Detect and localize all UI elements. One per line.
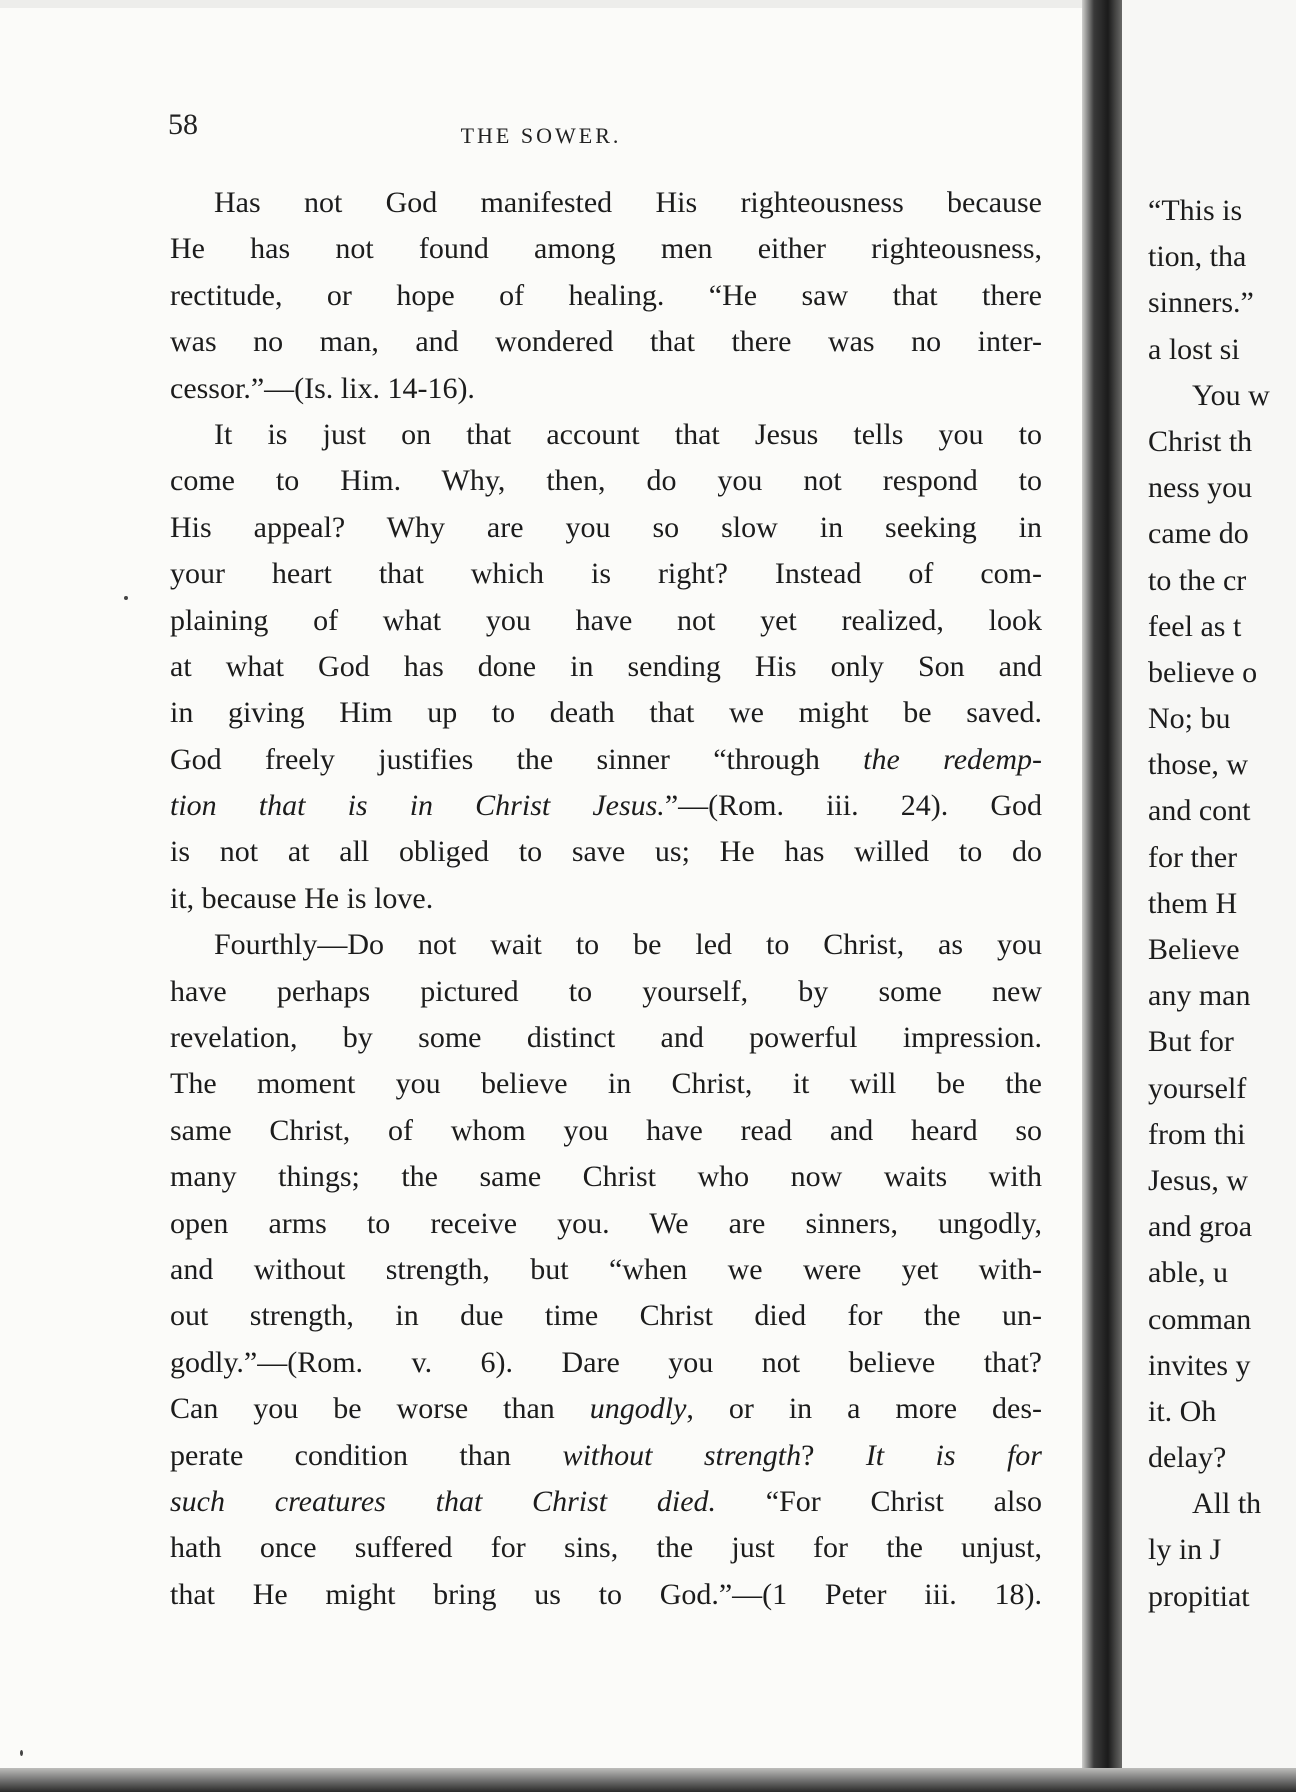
text-line (170, 598, 1042, 644)
text-line (170, 969, 1042, 1015)
text-run: at what God has done in sending His only Son and (170, 649, 1042, 683)
text-run: propitiat (1148, 1579, 1250, 1613)
text-run: “For Christ also (716, 1484, 1042, 1518)
text-line (1148, 1435, 1296, 1481)
text-line (170, 226, 1042, 272)
text-run: ly in J (1148, 1533, 1222, 1567)
text-run: ? (801, 1438, 866, 1472)
text-line (170, 876, 1042, 922)
text-run: and without strength, but “when we were yet with- (170, 1252, 1042, 1286)
page-number: 58 (168, 108, 198, 141)
text-run: But for (1148, 1025, 1234, 1059)
italic-text: tion that is in Christ Jesus. (170, 789, 665, 823)
text-run: comman (1148, 1302, 1252, 1336)
text-line (170, 273, 1042, 319)
text-line (1148, 1343, 1296, 1389)
text-run: same Christ, of whom you have read and heard so (170, 1113, 1042, 1147)
text-line (170, 366, 1042, 412)
text-run: have perhaps pictured to yourself, by some new (170, 974, 1042, 1008)
text-line (170, 1479, 1042, 1525)
text-run: It is just on that account that Jesus tells you to (214, 417, 1042, 451)
text-run: many things; the same Christ who now waits with (170, 1160, 1042, 1194)
text-run: ”—(Rom. iii. 24). God (664, 789, 1042, 823)
text-run: Can you be worse than (170, 1392, 590, 1426)
text-run: able, u (1148, 1256, 1228, 1290)
text-line (1148, 973, 1296, 1019)
text-line (170, 1061, 1042, 1107)
text-line (170, 644, 1042, 690)
text-run: open arms to receive you. We are sinners, ungodly, (170, 1206, 1042, 1240)
text-line (1148, 1481, 1296, 1527)
text-line (1148, 1389, 1296, 1435)
text-run: to the cr (1148, 563, 1247, 597)
text-run: a lost si (1148, 332, 1240, 366)
text-run: The moment you believe in Christ, it will be the (170, 1067, 1042, 1101)
italic-text: the redemp- (863, 742, 1042, 776)
text-run: come to Him. Why, then, do you not respond to (170, 464, 1042, 498)
text-line (1148, 881, 1296, 927)
text-run: Christ th (1148, 424, 1253, 458)
text-run: invites y (1148, 1348, 1251, 1382)
scan-bottom-edge (0, 1768, 1296, 1792)
text-line (170, 1386, 1042, 1432)
text-line (1148, 373, 1296, 419)
text-line (1148, 188, 1296, 234)
text-run: Believe (1148, 933, 1240, 966)
text-run: came do (1148, 517, 1249, 551)
text-line (1148, 1112, 1296, 1158)
text-line (170, 458, 1042, 504)
text-line (170, 737, 1042, 783)
text-run: plaining of what you have not yet realized, look (170, 603, 1042, 637)
text-line (1148, 1204, 1296, 1250)
text-run: is not at all obliged to save us; He has willed to do (170, 835, 1042, 869)
text-line (170, 1525, 1042, 1571)
text-line (1148, 465, 1296, 511)
text-line (170, 1433, 1042, 1479)
text-line (170, 1293, 1042, 1339)
text-line (1148, 1019, 1296, 1065)
text-run: God freely justifies the sinner “through (170, 742, 864, 776)
text-run: your heart that which is right? Instead of com- (170, 557, 1042, 591)
text-run: Fourthly—Do not wait to be led to Christ, as you (214, 928, 1042, 962)
text-line (1148, 696, 1296, 742)
text-run: and groa (1148, 1210, 1253, 1244)
text-line (170, 829, 1042, 875)
italic-text: It is for (865, 1438, 1042, 1472)
text-run: in giving Him up to death that we might be saved. (170, 696, 1042, 730)
text-run: ness you (1148, 471, 1253, 505)
text-line (1148, 234, 1296, 280)
text-run: it, because He is love. (170, 881, 434, 915)
text-run: yourself (1148, 1071, 1247, 1105)
text-line (170, 922, 1042, 968)
text-run: those, w (1148, 748, 1248, 782)
text-run: He has not found among men either righteousness, (170, 232, 1042, 266)
text-run: perate condition than (170, 1438, 563, 1472)
text-line (1148, 1066, 1296, 1112)
text-line (170, 1108, 1042, 1154)
italic-text: such creatures that Christ died. (170, 1484, 717, 1518)
text-run: Jesus, w (1148, 1163, 1249, 1197)
text-run: All th (1192, 1487, 1262, 1521)
text-run: cessor.”—(Is. lix. 14-16). (170, 371, 475, 405)
text-run: revelation, by some distinct and powerful impression. (170, 1021, 1042, 1055)
text-line (170, 505, 1042, 551)
text-line (1148, 558, 1296, 604)
text-line (1148, 650, 1296, 696)
text-line (170, 1340, 1042, 1386)
book-gutter-shadow (1082, 0, 1122, 1792)
text-line (170, 1015, 1042, 1061)
text-run: delay? (1148, 1441, 1227, 1475)
text-run: godly.”—(Rom. v. 6). Dare you not believe that? (170, 1345, 1042, 1379)
text-line (170, 180, 1042, 226)
text-run: any man (1148, 979, 1251, 1013)
text-line (1148, 327, 1296, 373)
text-run: tion, tha (1148, 240, 1247, 274)
text-run: rectitude, or hope of healing. “He saw that there (170, 278, 1042, 312)
left-page (0, 8, 1082, 1768)
text-run: from thi (1148, 1117, 1246, 1151)
text-run: “This is (1148, 194, 1243, 227)
text-run: was no man, and wondered that there was no inter- (170, 325, 1042, 359)
text-line (1148, 835, 1296, 881)
text-line (170, 551, 1042, 597)
text-run: for ther (1148, 840, 1238, 874)
text-line (170, 1247, 1042, 1293)
text-run: You w (1192, 378, 1270, 412)
text-run: and cont (1148, 794, 1251, 828)
text-line (1148, 788, 1296, 834)
text-run: believe o (1148, 655, 1258, 689)
text-run: hath once suffered for sins, the just for the unjust, (170, 1531, 1042, 1565)
text-run: Has not God manifested His righteousness because (214, 186, 1042, 219)
text-run: that He might bring us to God.”—(1 Peter iii. 18). (170, 1577, 1042, 1611)
text-line (1148, 742, 1296, 788)
right-page-body-text (1148, 188, 1296, 1620)
italic-text: without strength (562, 1438, 802, 1472)
text-line (1148, 419, 1296, 465)
text-run: sinners.” (1148, 286, 1254, 320)
text-line (1148, 280, 1296, 326)
dust-speck (20, 1750, 23, 1756)
text-line (1148, 604, 1296, 650)
text-run: His appeal? Why are you so slow in seeking in (170, 510, 1042, 544)
text-run: , or in a more des- (686, 1392, 1043, 1426)
text-line (170, 319, 1042, 365)
text-line (1148, 1527, 1296, 1573)
text-line (170, 1201, 1042, 1247)
text-line (1148, 1250, 1296, 1296)
text-line (1148, 1158, 1296, 1204)
text-line (1148, 1574, 1296, 1620)
text-line (170, 690, 1042, 736)
italic-text: ungodly (589, 1392, 687, 1426)
left-page-body-text (170, 180, 1042, 1618)
text-run: out strength, in due time Christ died for the un- (170, 1299, 1042, 1333)
text-run: it. Oh (1148, 1394, 1217, 1428)
text-line (170, 783, 1042, 829)
text-run: No; bu (1148, 702, 1231, 736)
text-line (170, 1154, 1042, 1200)
text-run: them H (1148, 886, 1238, 920)
text-line (1148, 1297, 1296, 1343)
running-head: THE SOWER. (460, 123, 622, 148)
text-line (170, 412, 1042, 458)
text-run: feel as t (1148, 609, 1242, 643)
dust-speck (124, 596, 128, 600)
text-line (1148, 927, 1296, 973)
text-line (170, 1572, 1042, 1618)
text-line (1148, 511, 1296, 557)
